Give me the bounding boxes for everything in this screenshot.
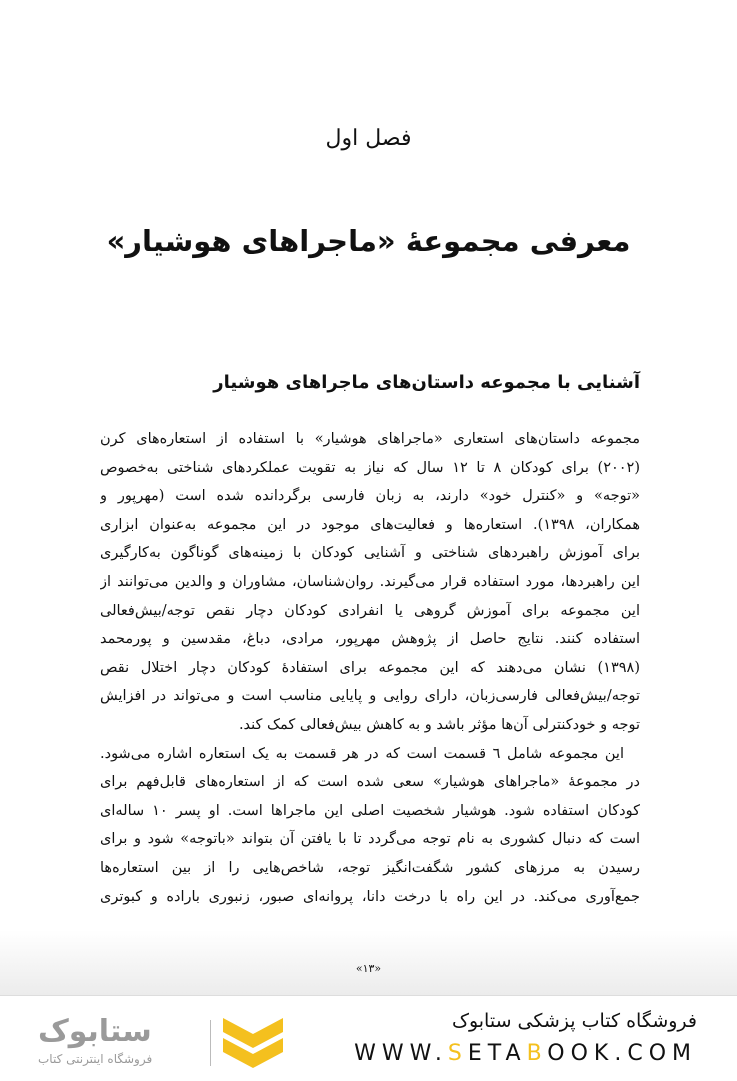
body-text: [100, 425, 640, 911]
text-line: (۲۰۰۲) برای کودکان ۸ تا ۱۲ سال که نیاز به تقویت عملکردهای شناختی به‌خصوص: [100, 459, 640, 476]
text-line: توجه/بیش‌فعالی فارسی‌زبان، دارای روایی و پایایی مناسب است و می‌تواند در افزایش: [100, 688, 640, 705]
text-line: برای آموزش راهبردهای شناختی و آشنایی کودکان با زمینه‌های گوناگون به‌کارگیری: [100, 545, 640, 562]
text-line: توجه و خودکنترلی آن‌ها مؤثر باشد و به کاهش بیش‌فعالی کمک کند.: [238, 716, 640, 733]
url-part: WWW.: [354, 1041, 448, 1066]
text-line: (۱۳۹۸) نشان می‌دهند که این مجموعه برای استفادهٔ کودکان دچار اختلال نقص: [100, 659, 640, 676]
store-logo[interactable]: [38, 1014, 288, 1072]
text-line: کودکان استفاده شود. هوشیار شخصیت اصلی این ماجراها است. او پسر ۱۰ ساله‌ای: [100, 802, 640, 819]
text-line: همکاران، ۱۳۹۸). استعاره‌ها و فعالیت‌های موجود در این مجموعه به‌عنوان ابزاری: [100, 516, 640, 533]
url-part: ETA: [467, 1041, 527, 1066]
text-line: این مجموعه برای آموزش گروهی یا انفرادی کودکان دچار نقص توجه/بیش‌فعالی: [100, 602, 640, 619]
text-line: رسیدن به مرزهای کشور شگفت‌انگیز توجه، شاخص‌هایی را از بین استعاره‌ها: [100, 859, 640, 876]
store-url[interactable]: [354, 1041, 697, 1066]
text-line: این راهبردها، مورد استفاده قرار می‌گیرند. روان‌شناسان، مشاوران و والدین می‌توانند از: [100, 573, 640, 590]
text-line: استفاده کنند. نتایج حاصل از پژوهش مهرپور، مرادی، دباغ، مقدسین و پورمحمد: [100, 631, 640, 648]
chevron-logo-icon: [218, 1014, 288, 1072]
store-footer: [0, 995, 737, 1081]
chapter-label: فصل اول: [325, 126, 412, 151]
chapter-title: معرفی مجموعهٔ «ماجراهای هوشیار»: [106, 224, 631, 258]
store-name: فروشگاه کتاب پزشکی ستابوک: [451, 1010, 697, 1032]
page-number: «۱۳»: [355, 962, 382, 975]
text-line: در مجموعهٔ «ماجراهای هوشیار» سعی شده است که از استعاره‌های قابل‌فهم برای: [100, 774, 640, 791]
text-line: جمع‌آوری می‌کند. در این راه با درخت دانا، پروانه‌ای صبور، زنبوری باراده و کبوتری: [100, 888, 640, 905]
url-part: B: [526, 1041, 548, 1066]
text-line: مجموعه داستان‌های استعاری «ماجراهای هوشیار» با استفاده از استعاره‌های کرن: [100, 431, 640, 447]
logo-text: ستابوک: [38, 1014, 152, 1049]
url-part: S: [447, 1041, 468, 1066]
logo-subtitle: فروشگاه اینترنتی کتاب: [38, 1052, 153, 1066]
text-line: «توجه» و «کنترل خود» دارند، به زبان فارسی برگردانده شده است (مهرپور و: [100, 488, 640, 505]
text-line: این مجموعه شامل ٦ قسمت است که در هر قسمت به یک استعاره اشاره می‌شود.: [100, 745, 624, 762]
logo-divider: [210, 1020, 211, 1066]
text-line: است که دنبال کشوری به نام توجه می‌گردد تا با یافتن آن بتواند «باتوجه» شود و برای: [100, 831, 640, 848]
section-heading: آشنایی با مجموعه داستان‌های ماجراهای هوشیار: [213, 372, 640, 393]
url-part: OOK.COM: [547, 1041, 697, 1066]
